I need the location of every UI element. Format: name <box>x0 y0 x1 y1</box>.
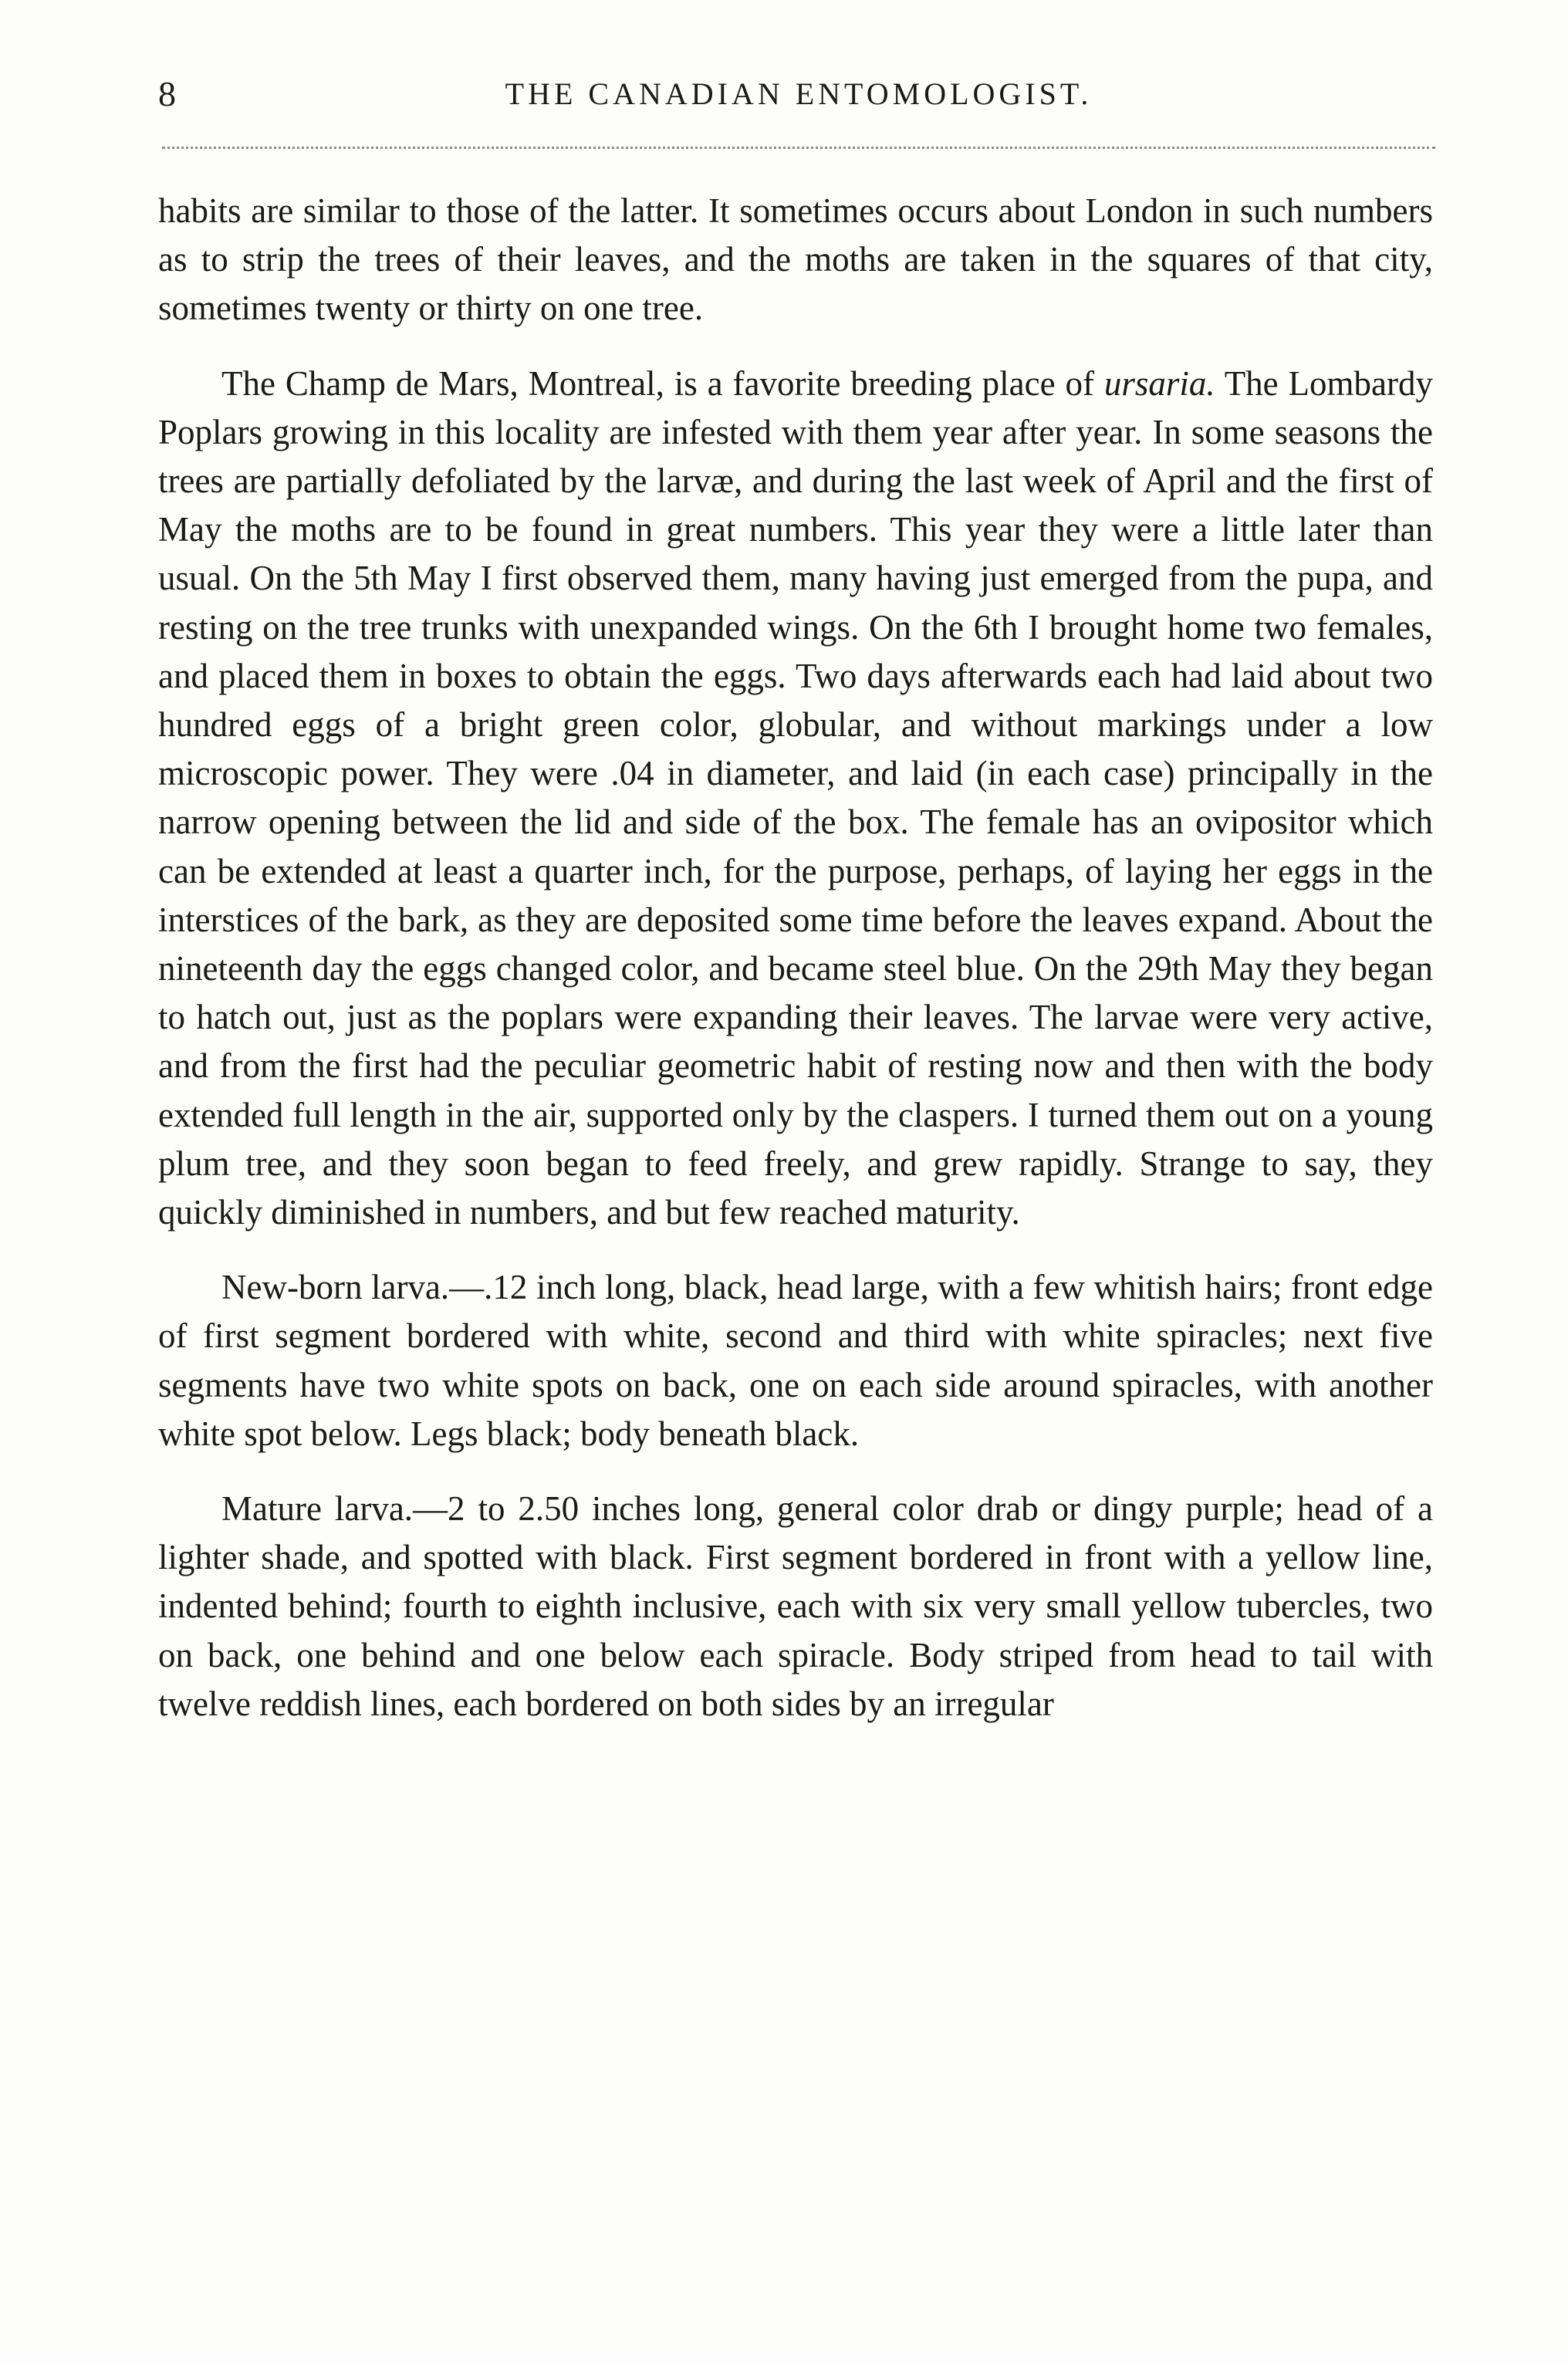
paragraph-continued <box>158 187 1433 333</box>
header-rule <box>162 147 1435 149</box>
text-run: The Lombardy Poplars growing in this locality are infested with them year after year. In some seasons the trees are partially defoliated by the larvæ, and during the last week of April and the first of May the moths are to be found in great numbers. This year they were a little later than usual. On the 5th May I first observed them, many having just emerged from the pupa, and resting on the tree trunks with unexpanded wings. On the 6th I brought home two females, and placed them in boxes to obtain the eggs. Two days afterwards each had laid about two hundred eggs of a bright green color, globular, and without markings under a low microscopic power. They were .04 in diameter, and laid (in each case) principally in the narrow opening between the lid and side of the box. The female has an ovipositor which can be extended at least a quarter inch, for the purpose, perhaps, of laying her eggs in the interstices of the bark, as they are deposited some time before the leaves expand. About the nineteenth day the eggs changed color, and became steel blue. On the 29th May they began to hatch out, just as the poplars were expanding their leaves. The larvae were very active, and from the first had the peculiar geometric habit of resting now and then with the body extended full length in the air, supported only by the claspers. I turned them out on a young plum tree, and they soon began to feed freely, and grew rapidly. Strange to say, they quickly diminished in numbers, and but few reached maturity. <box>158 363 1433 1232</box>
running-head: THE CANADIAN ENTOMOLOGIST. <box>505 76 1093 111</box>
paragraph-champ-de-mars <box>158 360 1433 1238</box>
body-text <box>158 187 1433 1755</box>
page-number: 8 <box>158 74 176 113</box>
page-header <box>158 71 1439 117</box>
paragraph-new-born-larva <box>158 1263 1433 1458</box>
text-run: New-born larva.—.12 inch long, black, head large, with a few whitish hairs; front edge of first segment bordered with white, second and third with white spiracles; next five segments have two white spots on back, one on each side around spiracles, with another white spot below. Legs black; body beneath black. <box>158 1268 1433 1453</box>
text-run: The Champ de Mars, Montreal, is a favorite breeding place of <box>221 363 1104 403</box>
text-run: habits are similar to those of the latter. It sometimes occurs about London in such numbers as to strip the trees of their leaves, and the moths are taken in the squares of that city, sometimes twenty or thirty on one tree. <box>158 191 1433 328</box>
text-run: Mature larva.—2 to 2.50 inches long, general color drab or dingy purple; head of a lighter shade, and spotted with black. First segment bordered in front with a yellow line, indented behind; fourth to eighth inclusive, each with six very small yellow tubercles, two on back, one behind and one below each spiracle. Body striped from head to tail with twelve reddish lines, each bordered on both sides by an irregular <box>158 1489 1433 1723</box>
paragraph-mature-larva <box>158 1485 1433 1728</box>
species-name: ursaria. <box>1103 363 1215 403</box>
